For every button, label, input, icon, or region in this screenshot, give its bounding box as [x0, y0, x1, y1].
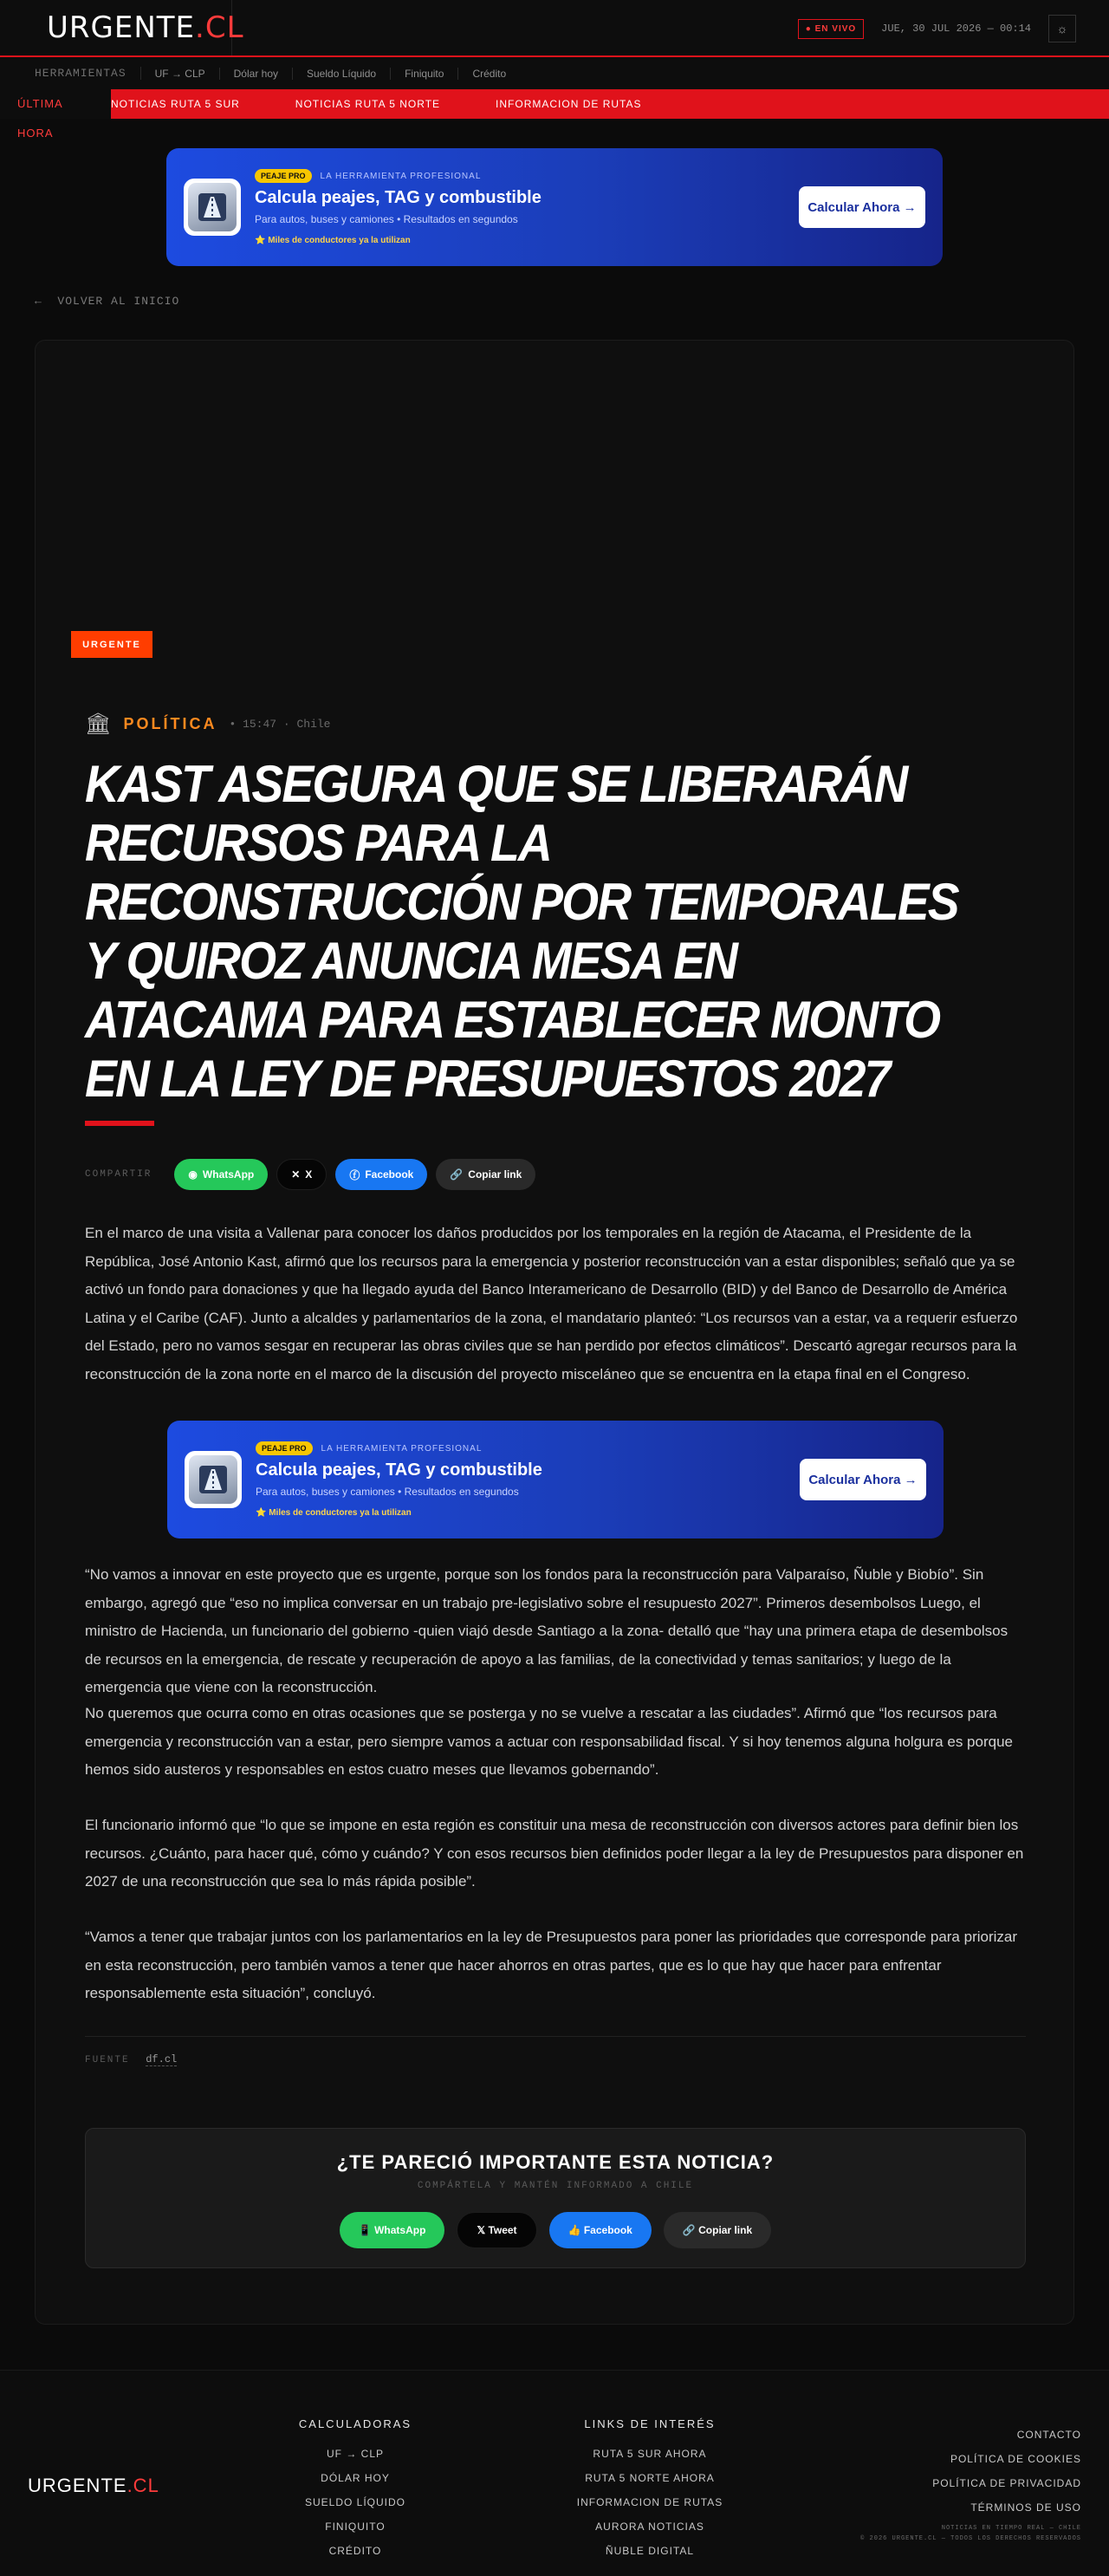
article-paragraph: “No vamos a innovar en este proyecto que es urgente, porque son los fondos para la reconstrucción para Valparaíso, Ñuble y Biobío”. Sin embargo, agregó que “eso no implica conversar en un trabajo pre-legislativo sobre el resupuesto 2027”. Primeros desembolsos Luego, el ministro de Hacienda, un funcionario del gobierno -quien viajó desde Santiago a la zona- detalló que “hay una primera etapa de desembolsos de recursos en la emergencia, de rescate y recuperación de apoyo a las familias, de la conectividad y temas sanitarios; y luego de la emergencia que viene con la reconstrucción.: [85, 1566, 1008, 1695]
footer-link[interactable]: FINIQUITO: [325, 2521, 386, 2533]
x-icon: ✕: [291, 1168, 301, 1181]
promo-kicker: LA HERRAMIENTA PROFESIONAL: [320, 171, 482, 181]
facebook-icon: ⓕ: [349, 1168, 360, 1181]
breaking-ticker: [0, 89, 1109, 140]
article-paragraph: “Vamos a tener que trabajar juntos con los parlamentarios en la ley de Presupuestos para poner las prioridades que corresponde para priorizar en esta reconstrucción, pero también vamos a tener que hacer ahorros en otras partes, que es lo que hay que hacer para enfrentar responsablemente esta situación”, concluyó.: [85, 1929, 1018, 2001]
site-footer: [0, 2370, 1109, 2576]
back-link[interactable]: [35, 295, 179, 308]
footer-interest-links: [572, 2417, 728, 2563]
logo[interactable]: [0, 0, 244, 55]
footer-link[interactable]: RUTA 5 SUR AHORA: [593, 2448, 707, 2460]
category-label[interactable]: POLÍTICA: [123, 715, 217, 732]
share-row: [85, 1159, 535, 1190]
theme-toggle-button[interactable]: [1048, 15, 1076, 42]
copy-link-button[interactable]: 🔗 Copiar link: [436, 1159, 535, 1190]
toll-app-icon: [184, 179, 241, 236]
toll-app-icon: [185, 1451, 242, 1508]
promo-cta-button[interactable]: Calcular Ahora →: [799, 186, 925, 228]
cta-title: ¿TE PARECIÓ IMPORTANTE ESTA NOTICIA?: [336, 2151, 775, 2173]
article-headline: KAST ASEGURA QUE SE LIBERARÁN RECURSOS PARA LA RECONSTRUCCIÓN POR TEMPORALES Y QUIROZ ANUNCIA MESA EN ATACAMA PARA ESTABLECER MONTO EN LA LEY DE PRESUPUESTOS 2027: [85, 755, 958, 1108]
footer-link[interactable]: INFORMACION DE RUTAS: [576, 2496, 723, 2508]
link-icon: 🔗: [450, 1168, 464, 1181]
share-facebook-button[interactable]: ⓕ Facebook: [335, 1159, 427, 1190]
ticker-item[interactable]: INFORMACION DE RUTAS: [496, 98, 642, 110]
ticker-label: ÚLTIMA HORA: [0, 89, 111, 119]
footer-link[interactable]: AURORA NOTICIAS: [595, 2521, 704, 2533]
source-label: FUENTE: [85, 2055, 130, 2065]
share-x-button[interactable]: ✕ X: [276, 1159, 327, 1190]
promo-badge: PEAJE PRO: [255, 169, 312, 183]
promo-badge: PEAJE PRO: [256, 1441, 313, 1455]
tools-bar: [0, 57, 1109, 89]
footer-cookies-link[interactable]: POLÍTICA DE COOKIES: [950, 2453, 1081, 2465]
footer-link[interactable]: CRÉDITO: [328, 2545, 382, 2557]
back-label: VOLVER AL INICIO: [57, 295, 180, 308]
sun-icon: ☼: [1056, 22, 1068, 36]
footer-link[interactable]: SUELDO LÍQUIDO: [304, 2496, 406, 2508]
current-date: JUE, 30 JUL 2026 — 00:14: [881, 23, 1031, 35]
live-badge[interactable]: ● EN VIVO: [798, 19, 864, 39]
tool-link-dolar[interactable]: Dólar hoy: [220, 68, 293, 80]
tool-link-credito[interactable]: Crédito: [472, 67, 507, 80]
arrow-left-icon: ←: [35, 295, 42, 308]
footer-calculators: [295, 2417, 416, 2563]
logo-text: URGENTE.CL: [47, 10, 244, 45]
whatsapp-icon: ◉: [188, 1168, 198, 1181]
government-building-icon: 🏛: [85, 712, 112, 736]
share-whatsapp-button[interactable]: ◉ WhatsApp: [174, 1159, 268, 1190]
footer-terms-link[interactable]: TÉRMINOS DE USO: [970, 2501, 1081, 2514]
article-paragraph: No queremos que ocurra como en otras ocasiones que se posterga y no se vuelve a rescatar a las ciudades”. Afirmó que “los recursos para emergencia y reconstrucción van a estar, pero siempre vamos a actuar con responsabilidad fiscal. Y si hoy tenemos alguna holgura es porque hemos sido austeros y responsables en estos cuatro meses que llevamos gobernando”.: [85, 1705, 1013, 1778]
tool-link-uf[interactable]: UF → CLP: [141, 68, 220, 80]
promo-subtitle: Para autos, buses y camiones • Resultados en segundos: [256, 1486, 519, 1498]
tool-link-finiquito[interactable]: Finiquito: [391, 68, 458, 80]
promo-subtitle: Para autos, buses y camiones • Resultados en segundos: [255, 213, 518, 225]
footer-link[interactable]: UF → CLP: [326, 2448, 384, 2460]
article-card: [35, 340, 1074, 2325]
ticker-item[interactable]: NOTICIAS RUTA 5 NORTE: [295, 98, 441, 110]
site-header: [0, 0, 1109, 57]
footer-copyright: © 2026 URGENTE.CL — TODOS LOS DERECHOS RESERVADOS: [860, 2535, 1081, 2542]
headline-underline: [85, 1121, 154, 1126]
footer-col-title: CALCULADORAS: [298, 2417, 412, 2430]
promo-title: Calcula peajes, TAG y combustible: [256, 1460, 542, 1480]
tools-label: HERRAMIENTAS: [35, 67, 141, 80]
article-meta: • 15:47 · Chile: [229, 718, 331, 731]
promo-kicker: LA HERRAMIENTA PROFESIONAL: [321, 1443, 483, 1454]
promo-banner[interactable]: [166, 148, 943, 266]
cta-facebook-button[interactable]: 👍 Facebook: [549, 2212, 652, 2248]
cta-tweet-button[interactable]: 𝕏 Tweet: [457, 2212, 536, 2248]
promo-proof: ⭐ Miles de conductores ya la utilizan: [256, 1508, 412, 1518]
promo-title: Calcula peajes, TAG y combustible: [255, 188, 542, 207]
cta-subtitle: COMPÁRTELA Y MANTÉN INFORMADO A CHILE: [417, 2181, 694, 2191]
urgent-tag: URGENTE: [71, 631, 152, 658]
tool-link-sueldo[interactable]: Sueldo Líquido: [293, 68, 391, 80]
source-row: [85, 2053, 177, 2065]
article-paragraph: El funcionario informó que “lo que se impone en esta región es constituir una mesa de reconstrucción con diversos actores para definir bien los recursos. ¿Cuánto, para hacer qué, cómo y cuándo? Y con esos recursos bien definidos poder llegar a la ley de Presupuestos para disponer en 2027 de una reconstrucción que sea lo más rápida posible”.: [85, 1817, 1024, 1890]
footer-link[interactable]: ÑUBLE DIGITAL: [605, 2545, 695, 2557]
footer-tagline: NOTICIAS EN TIEMPO REAL — CHILE: [941, 2525, 1081, 2532]
cta-copy-link-button[interactable]: 🔗 Copiar link: [664, 2212, 771, 2248]
ticker-item[interactable]: NOTICIAS RUTA 5 SUR: [111, 98, 240, 110]
article-paragraph: En el marco de una visita a Vallenar para conocer los daños producidos por los temporales en la región de Atacama, el Presidente de la República, José Antonio Kast, afirmó que los recursos para la emergencia y posterior reconstrucción van a estar disponibles; señaló que ya se activó un fondo para donaciones y que ha llegado ayuda del Banco Interamericano de Desarrollo (BID) y del Banco de Desarrollo de América Latina y el Caribe (CAF). Junto a alcaldes y parlamentarios de la zona, el mandatario planteó: “Los recursos van a estar, va a requerir esfuerzo del Estado, pero no vamos sesgar en recuperar las obras civiles que se han perdido por efectos climáticos”. Descartó agregar recursos para la reconstrucción de la zona norte en el marco de la discusión del proyecto misceláneo que se encuentra en la etapa final en el Congreso.: [85, 1225, 1018, 1382]
footer-logo[interactable]: URGENTE.CL: [28, 2475, 159, 2496]
share-cta-box: [85, 2128, 1026, 2268]
footer-legal: [860, 2423, 1081, 2544]
footer-link[interactable]: RUTA 5 NORTE AHORA: [585, 2472, 715, 2484]
share-label: COMPARTIR: [85, 1169, 152, 1180]
promo-cta-button[interactable]: Calcular Ahora →: [800, 1459, 926, 1500]
source-link[interactable]: df.cl: [146, 2053, 178, 2065]
footer-contact-link[interactable]: CONTACTO: [1016, 2429, 1081, 2441]
footer-privacy-link[interactable]: POLÍTICA DE PRIVACIDAD: [932, 2477, 1081, 2489]
promo-proof: ⭐ Miles de conductores ya la utilizan: [255, 236, 411, 245]
divider: [85, 2036, 1026, 2037]
footer-col-title: LINKS DE INTERÉS: [584, 2417, 716, 2430]
footer-link[interactable]: DÓLAR HOY: [321, 2472, 390, 2484]
promo-banner[interactable]: [167, 1421, 944, 1538]
cta-whatsapp-button[interactable]: 📱 WhatsApp: [340, 2212, 445, 2248]
